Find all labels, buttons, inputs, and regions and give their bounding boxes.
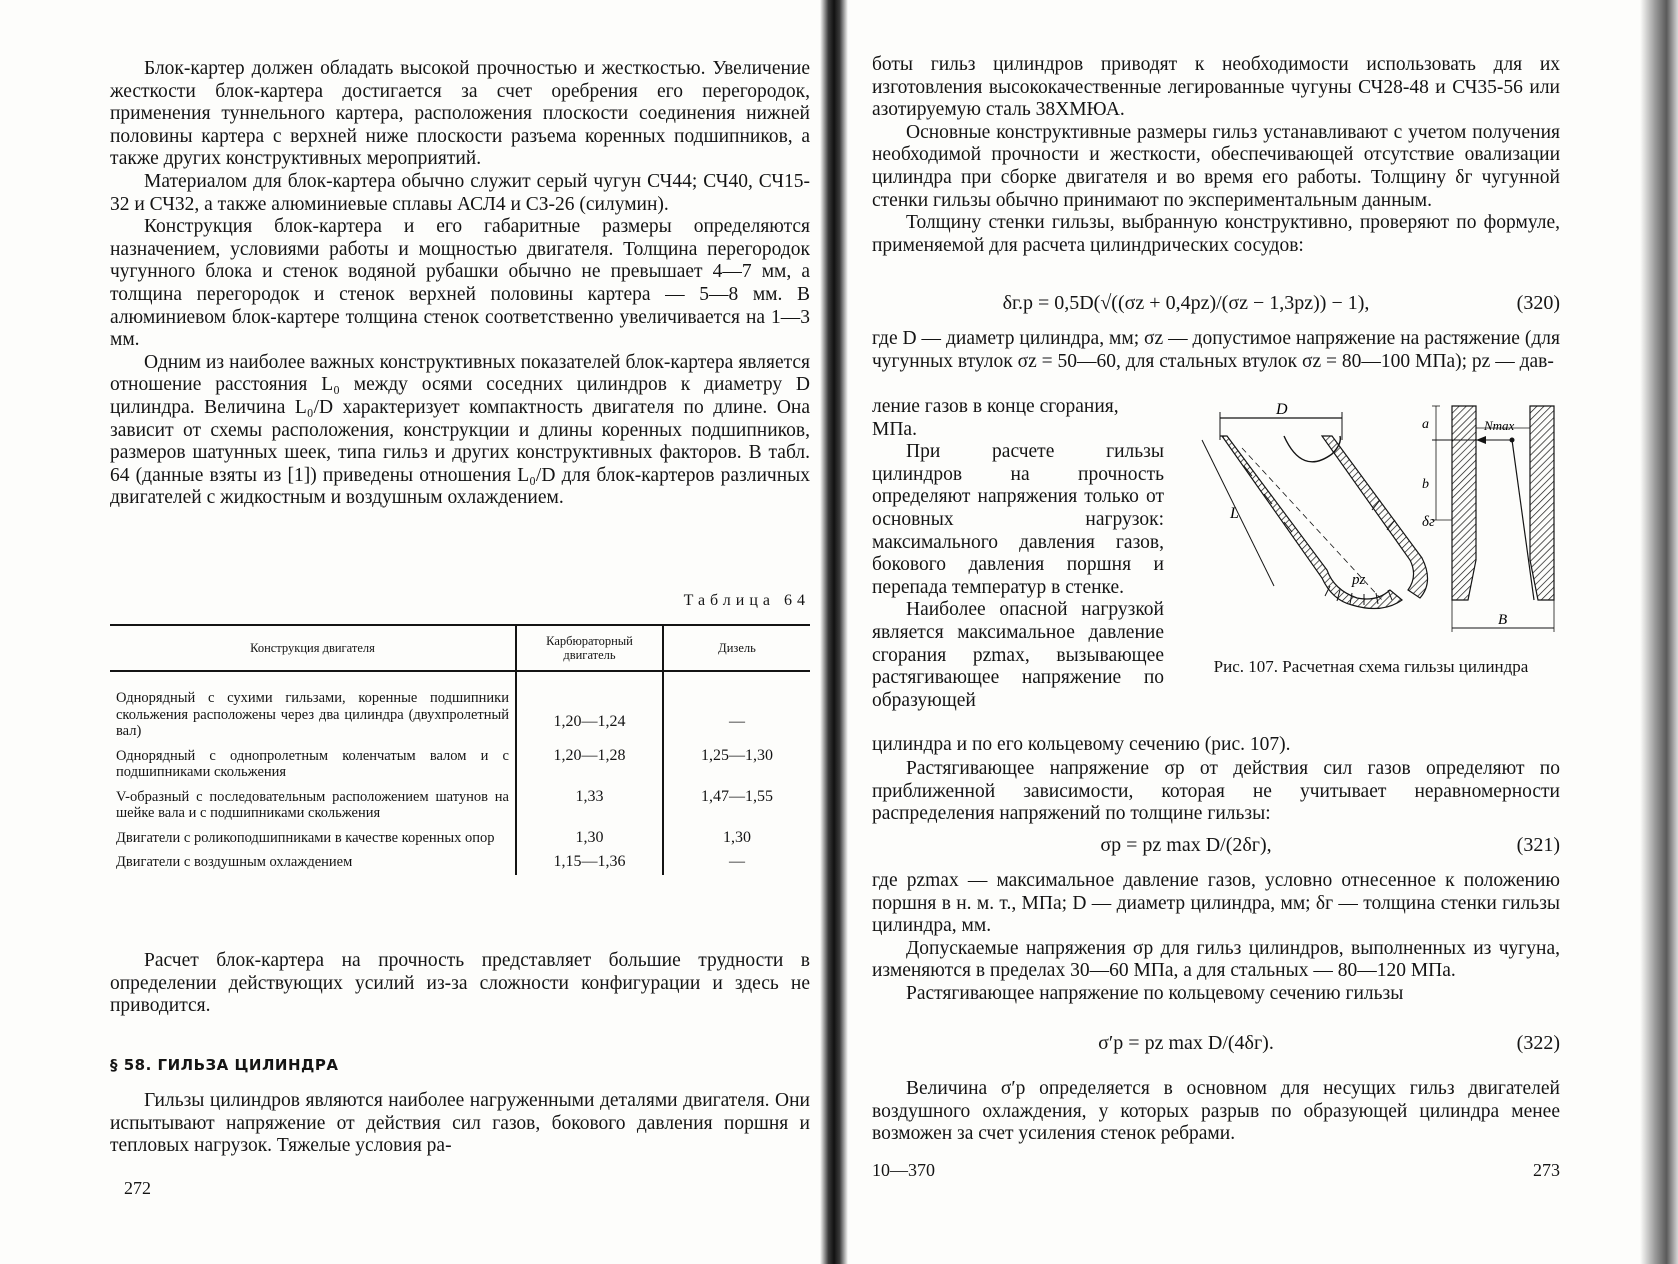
cylinder-liner-diagram — [1182, 400, 1560, 640]
table-cell-diesel: 1,25—1,30 — [663, 744, 810, 785]
liner-section — [1422, 406, 1554, 632]
section-heading: § 58. ГИЛЬЗА ЦИЛИНДРА — [110, 1056, 339, 1074]
table-row — [110, 826, 810, 851]
table-header-diesel: Дизель — [663, 625, 810, 671]
right-paragraph-2: Основные конструктивные размеры гильз устанавливают с учетом получения необходимой прочности и жесткости, обеспечивающей отсутствие овализации цилиндра при сборке двигателя и во время его работы. Толщину δг чугунной стенки гильзы обычно принимают по экспериментальным данным. — [872, 121, 1560, 211]
table-cell-diesel: 1,47—1,55 — [663, 785, 810, 826]
label-B: B — [1498, 612, 1508, 628]
wrap-paragraph-2: Наиболее опасной нагрузкой является максимальное давление сгорания pzmax, вызывающее растягивающее напряжение по образующей — [872, 599, 1164, 711]
page-edge — [1640, 0, 1678, 1264]
table-cell-construction: Однорядный с сухими гильзами, коренные подшипники скольжения расположены через два цилиндра (двухпролетный вал) — [116, 690, 509, 739]
formula-321-expression: σр = pz max D/(2δг), — [1100, 834, 1272, 856]
formula-321-number: (321) — [1516, 834, 1560, 856]
label-b: b — [1422, 477, 1429, 492]
book-gutter — [820, 0, 848, 1264]
wrap-line-2: МПа. — [872, 418, 917, 440]
right-paragraph-7: где pzmax — максимальное давление газов, условно отнесенное к положению поршня в н. м. т., МПа; D — диаметр цилиндра, мм; δг — толщина стенки гильзы цилиндра, мм. — [872, 870, 1560, 937]
label-D: D — [1276, 401, 1288, 418]
table-cell-carb: 1,33 — [516, 785, 663, 826]
tilted-cylinder — [1202, 401, 1435, 609]
label-pz: pz — [1352, 572, 1366, 588]
right-page — [872, 0, 1560, 1264]
right-paragraph-1: боты гильз цилиндров приводят к необходимости использовать для их изготовления высококачественные легированные чугуны СЧ28-48 и СЧ35-56 или азотируемую сталь 38ХМЮА. — [872, 54, 1560, 121]
label-nmax: Nmax — [1484, 418, 1515, 433]
formula-320-number: (320) — [1516, 292, 1560, 314]
page-number-left: 272 — [124, 1178, 151, 1198]
table-header-construction: Конструкция двигателя — [250, 641, 375, 655]
formula-320 — [872, 288, 1560, 318]
table-cell-construction: Однорядный с однопролетным коленчатым валом и с подшипниками скольжения — [116, 747, 509, 780]
table-cell-diesel: 1,30 — [663, 826, 810, 851]
table-cell-construction: Двигатели с воздушным охлаждением — [116, 854, 353, 870]
left-paragraph-1: Блок-картер должен обладать высокой прочностью и жесткостью. Увеличение жесткости блок-картера достигается за счет оребрения его перегородок, применения туннельного картера, расположения плоскости соединения нижней половины картера с верхней ниже плоскости разъема коренных подшипников, а также других конструктивных мероприятий. — [110, 58, 810, 170]
wrap-line-1: ление газов в конце сгорания, — [872, 396, 1119, 417]
left-paragraph-2: Материалом для блок-картера обычно служит серый чугун СЧ44; СЧ40, СЧ15-32 и СЧ32, а также алюминиевые сплавы АСЛ4 и СЗ-26 (силумин). — [110, 170, 810, 215]
right-paragraph-5-tail: цилиндра и по его кольцевому сечению (рис. 107). — [872, 734, 1291, 755]
table-cell-diesel: — — [663, 671, 810, 744]
figure-107 — [1182, 400, 1560, 640]
left-page — [110, 0, 810, 1264]
table-cell-carb: 1,20—1,24 — [516, 671, 663, 744]
label-L: L — [1230, 505, 1239, 522]
figure-caption: Рис. 107. Расчетная схема гильзы цилиндра — [1213, 657, 1529, 676]
wrap-paragraph-1: При расчете гильзы цилиндров на прочность определяют напряжения только от основных нагрузок: максимального давления газов, бокового давления поршня и перепада температур в стенке. — [872, 441, 1164, 598]
table-64 — [110, 624, 810, 875]
table-cell-construction: Двигатели с роликоподшипниками в качестве коренных опор — [116, 829, 495, 846]
after-table-paragraph: Расчет блок-картера на прочность представляет большие трудности в определении действующих усилий из-за сложности конфигурации и здесь не приводится. — [110, 950, 810, 1017]
table-title: Таблица 64 — [683, 592, 810, 609]
table-row — [110, 671, 810, 744]
right-paragraph-6: Растягивающее напряжение σр от действия сил газов определяют по приближенной зависимости, которая не учитывает неравномерности распределения напряжений по толщине гильзы: — [872, 758, 1560, 825]
right-paragraph-8: Допускаемые напряжения σр для гильз цилиндров, выполненных из чугуна, изменяются в пределах 30—60 МПа, а для стальных — 80—120 МПа. — [872, 937, 1560, 982]
formula-322-expression: σ′р = pz max D/(4δг). — [1098, 1032, 1274, 1054]
table-header-carb: Карбюраторный двигатель — [516, 625, 663, 671]
right-paragraph-3: Толщину стенки гильзы, выбранную конструктивно, проверяют по формуле, применяемой для расчета цилиндрических сосудов: — [872, 212, 1560, 256]
table-row — [110, 785, 810, 826]
formula-322-number: (322) — [1516, 1032, 1560, 1054]
left-paragraph-3: Конструкция блок-картера и его габаритные размеры определяются назначением, условиями работы и мощностью двигателя. Толщина перегородок чугунного блока и стенок водяной рубашки обычно не превышает 4—7 мм, а толщина перегородок и стенок верхней половины картера — 5—8 мм. В алюминиевом блок-картере толщина стенок соответственно увеличивается на 1—3 мм. — [110, 216, 810, 351]
table-cell-carb: 1,15—1,36 — [516, 850, 663, 875]
label-a: a — [1422, 417, 1429, 432]
formula-320-expression: δг.р = 0,5D(√((σz + 0,4pz)/(σz − 1,3pz)) − 1), — [1002, 292, 1370, 314]
left-paragraph-4: Одним из наиболее важных конструктивных показателей блок-картера является отношение расстояния L₀ между осями соседних цилиндров к диаметру D цилиндра. Величина L₀/D характеризует компактность двигателя по длине. Она зависит от схемы расположения, конструкции и длины коренных подшипников, размеров шатунных шеек, типа гильз и других конструктивных факторов. В табл. 64 (данные взяты из [1]) приведены отношения L₀/D для блок-картеров различных двигателей с жидкостным и воздушным охлаждением. — [110, 351, 810, 509]
label-delta: δг — [1422, 514, 1435, 530]
table-cell-carb: 1,30 — [516, 826, 663, 851]
right-paragraph-9: Растягивающее напряжение по кольцевому сечению гильзы — [906, 982, 1404, 1004]
table-cell-carb: 1,20—1,28 — [516, 744, 663, 785]
formula-321 — [872, 830, 1560, 860]
formula-322 — [872, 1028, 1560, 1058]
right-paragraph-4: где D — диаметр цилиндра, мм; σz — допустимое напряжение на растяжение (для чугунных втулок σz = 50—60, для стальных втулок σz = 80—100 МПа); pz — дав- — [872, 328, 1560, 372]
table-cell-construction: V-образный с последовательным расположением шатунов на шейке вала и с подшипниками скольжения — [116, 788, 509, 821]
page-number-right: 273 — [1533, 1160, 1560, 1180]
signature-mark: 10—370 — [872, 1160, 935, 1180]
table-row — [110, 850, 810, 875]
table-cell-diesel: — — [663, 850, 810, 875]
right-paragraph-10: Величина σ′р определяется в основном для несущих гильз двигателей воздушного охлаждения, у которых разрыв по образующей цилиндра менее возможен за счет усиления стенок ребрами. — [872, 1078, 1560, 1145]
section-paragraph: Гильзы цилиндров являются наиболее нагруженными деталями двигателя. Они испытывают напряжение от действия сил газов, бокового давления поршня и тепловых нагрузок. Тяжелые условия ра- — [110, 1090, 810, 1157]
table-row — [110, 744, 810, 785]
